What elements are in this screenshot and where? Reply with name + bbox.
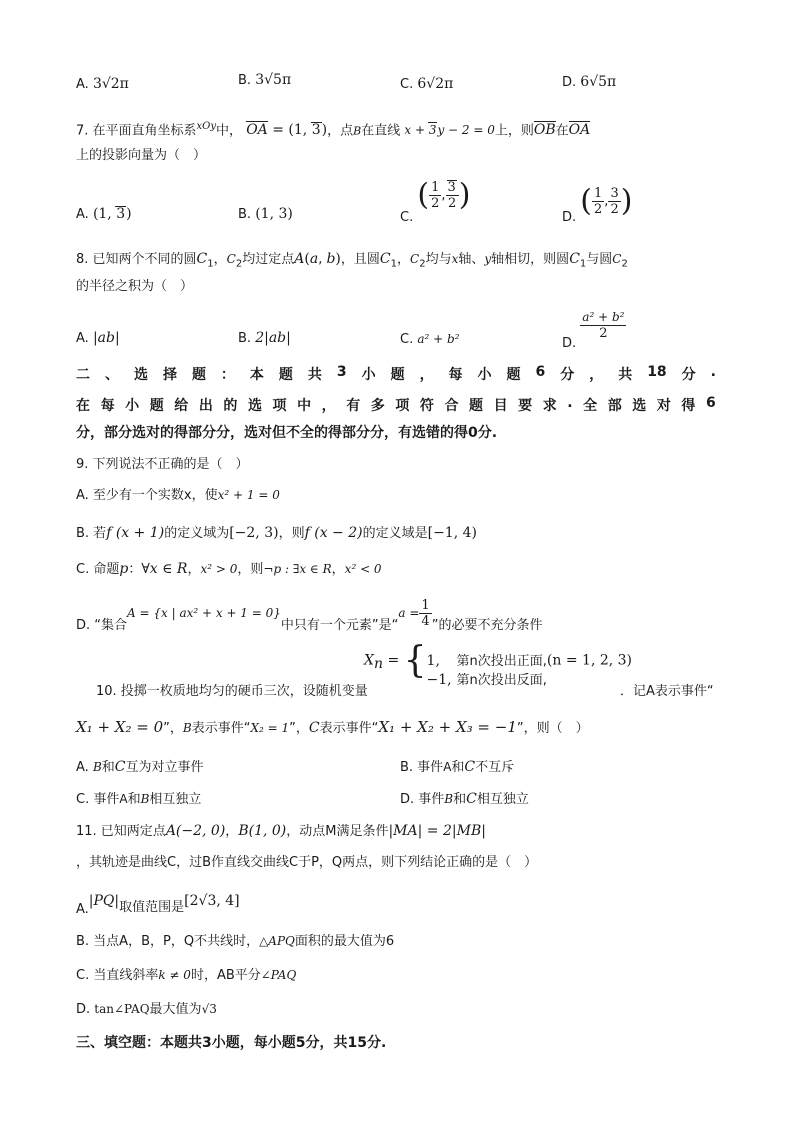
q6-option-a: A. 3√2π bbox=[76, 76, 129, 92]
section2-heading-char: 合 bbox=[444, 398, 459, 414]
section2-heading-char: 共 bbox=[307, 367, 322, 383]
q10-option-a: A. B和C互为对立事件 bbox=[76, 759, 204, 775]
q6-option-c-value: 6√2π bbox=[417, 76, 454, 92]
q6-option-b: B. 3√5π bbox=[238, 72, 292, 88]
q8-option-a: A. |ab| bbox=[76, 330, 120, 346]
section2-heading-char: 目 bbox=[493, 398, 508, 414]
section2-heading-char: 小 bbox=[477, 367, 492, 383]
q6-option-a-value: 3√2π bbox=[92, 76, 129, 92]
q8-option-d: D. $\frac{\text{a² + b²}}{2}$ bbox=[562, 310, 625, 351]
q9-option-b: B. 若f (x + 1)的定义域为[−2, 3)，则f (x − 2)的定义域是[−1, 4) bbox=[76, 525, 477, 541]
q10-option-b: B. 事件A和C不互斥 bbox=[400, 759, 515, 775]
section2-heading-char: 择 bbox=[162, 367, 177, 383]
q7-option-c: C. ( $\frac{1}{2}$ , $\frac{3}{2}$ ) bbox=[400, 177, 471, 225]
section2-heading-char: 要 bbox=[518, 398, 533, 414]
q11-option-b: B. 当点A，B，P，Q不共线时，△APQ面积的最大值为6 bbox=[76, 934, 395, 949]
q11-option-d: D. tan∠PAQ最大值为√3 bbox=[76, 1002, 217, 1017]
section2-heading-char: 符 bbox=[419, 398, 434, 414]
section2-heading-char: 分 bbox=[681, 367, 696, 383]
section2-heading-char: 题 bbox=[191, 367, 206, 383]
section2-heading-char: 18 bbox=[647, 364, 667, 380]
section2-heading-char: 全 bbox=[583, 398, 598, 414]
section2-heading-char: ， bbox=[419, 367, 434, 383]
q9-option-c: C. 命题p：∀x ∈ R，x² > 0，则¬p : ∃x ∈ R，x² < 0 bbox=[76, 561, 382, 577]
q8-stem-line2: 的半径之积为（ ） bbox=[76, 279, 194, 294]
section2-heading-char: 小 bbox=[361, 367, 376, 383]
section2-heading-char: 6 bbox=[705, 395, 716, 411]
section2-heading-char: . bbox=[710, 364, 716, 380]
q8-option-b: B. 2|ab| bbox=[238, 330, 291, 346]
q8-stem: 8. 已知两个不同的圆$C_1$，$C_2$均过定点A(a, b)，且圆$C_1$，$C_2$均与x轴、y轴相切，则圆$C_1$与圆$C_2$ bbox=[76, 251, 628, 270]
section2-heading-char: 部 bbox=[607, 398, 622, 414]
q6-option-d-value: 6√5π bbox=[580, 74, 617, 90]
section2-heading-char: 选 bbox=[133, 367, 148, 383]
section2-heading-char: 对 bbox=[656, 398, 671, 414]
q9-option-d: D. “集合A = {x | ax² + x + 1 = 0}中只有一个元素”是“a = $\frac{1}{4}$ ”的必要不充分条件 bbox=[76, 598, 543, 633]
section2-heading-char: 、 bbox=[104, 367, 119, 383]
section2-heading-char: 题 bbox=[278, 367, 293, 383]
section2-heading-char: 题 bbox=[390, 367, 405, 383]
section2-heading-char: 二 bbox=[76, 367, 90, 383]
q11-stem: 11. 已知两定点A(−2, 0)，B(1, 0)，动点M满足条件|MA| = 2|MB| bbox=[76, 823, 486, 839]
section2-heading-line2 bbox=[76, 395, 716, 415]
section2-heading-char: 每 bbox=[100, 398, 115, 414]
q10-events: X₁ + X₂ = 0”，B表示事件“X₂ = 1”，C表示事件“X₁ + X₂ + X₃ = −1”，则（ ） bbox=[76, 718, 589, 736]
q7-option-d: D. ( $\frac{1}{2}$ , $\frac{3}{2}$ ) bbox=[562, 183, 633, 225]
q6-option-d: D. 6√5π bbox=[562, 74, 617, 90]
section2-heading-char: ， bbox=[321, 398, 336, 414]
section2-heading-char: 得 bbox=[681, 398, 696, 414]
section2-heading-char: 小 bbox=[125, 398, 140, 414]
q9-option-a: A. 至少有一个实数x，使x² + 1 = 0 bbox=[76, 488, 280, 503]
section2-heading-char: 选 bbox=[632, 398, 647, 414]
section2-heading-char: 每 bbox=[448, 367, 463, 383]
q6-option-c: C. 6√2π bbox=[400, 76, 454, 92]
section2-heading-char: 题 bbox=[149, 398, 164, 414]
section2-heading-char: . bbox=[567, 395, 573, 411]
section2-heading-line3: 分，部分选对的得部分分，选对但不全的得部分分，有选错的得0分. bbox=[76, 425, 498, 441]
section3-heading: 三、填空题：本题共3小题，每小题5分，共15分. bbox=[76, 1035, 387, 1051]
q7-stem-line2: 上的投影向量为（ ） bbox=[76, 148, 207, 163]
q10-option-d: D. 事件B和C相互独立 bbox=[400, 791, 529, 807]
section2-heading-char: 项 bbox=[395, 398, 410, 414]
section2-heading-char: 在 bbox=[76, 398, 90, 414]
section2-heading-char: 6 bbox=[535, 364, 546, 380]
section2-heading-char: 本 bbox=[249, 367, 264, 383]
section2-heading-char: ， bbox=[589, 367, 604, 383]
q9-stem: 9. 下列说法不正确的是（ ） bbox=[76, 457, 249, 472]
section2-heading-char: 的 bbox=[223, 398, 238, 414]
section2-heading-char: 项 bbox=[272, 398, 287, 414]
q11-option-a: A.|PQ|取值范围是[2√3, 4] bbox=[76, 893, 240, 917]
q10-option-c: C. 事件A和B相互独立 bbox=[76, 792, 202, 807]
q7-option-b: B. (1, 3) bbox=[238, 206, 293, 222]
q10-stem: 10. 投掷一枚质地均匀的硬币三次，设随机变量 bbox=[96, 684, 368, 699]
section2-heading-char: 中 bbox=[297, 398, 312, 414]
q11-option-c: C. 当直线斜率k ≠ 0时，AB平分∠PAQ bbox=[76, 968, 297, 983]
q6-option-b-value: 3√5π bbox=[255, 72, 292, 88]
section2-heading-char: 共 bbox=[618, 367, 633, 383]
q10-random-variable: $X_n$ = { 1, 第n次投出正面, −1, 第n次投出反面, (n = 1, 2, 3) bbox=[364, 640, 633, 688]
section2-heading-line1 bbox=[76, 364, 716, 384]
q7-stem: 7. 在平面直角坐标系$^{xOy}$中， OA = (1, 3)，点B在直线 x + 3y − 2 = 0上，则OB在OA bbox=[76, 121, 591, 139]
section2-heading-char: 多 bbox=[370, 398, 385, 414]
section2-heading-char: 3 bbox=[336, 364, 347, 380]
section2-heading-char: 题 bbox=[506, 367, 521, 383]
q10-stem-2: ．记A表示事件“ bbox=[620, 684, 714, 699]
section2-heading-char: 有 bbox=[346, 398, 361, 414]
section2-heading-char: 分 bbox=[560, 367, 575, 383]
q8-option-c: C. a² + b² bbox=[400, 332, 460, 347]
q7-option-a: A. (1, 3) bbox=[76, 206, 132, 222]
q11-stem-line2: ，其轨迹是曲线C，过B作直线交曲线C于P，Q两点，则下列结论正确的是（ ） bbox=[76, 855, 538, 870]
section2-heading-char: 求 bbox=[542, 398, 557, 414]
section2-heading-char: ： bbox=[220, 367, 235, 383]
section2-heading-char: 出 bbox=[198, 398, 213, 414]
section2-heading-char: 题 bbox=[469, 398, 483, 414]
section2-heading-char: 选 bbox=[247, 398, 262, 414]
section2-heading-char: 给 bbox=[174, 398, 189, 414]
